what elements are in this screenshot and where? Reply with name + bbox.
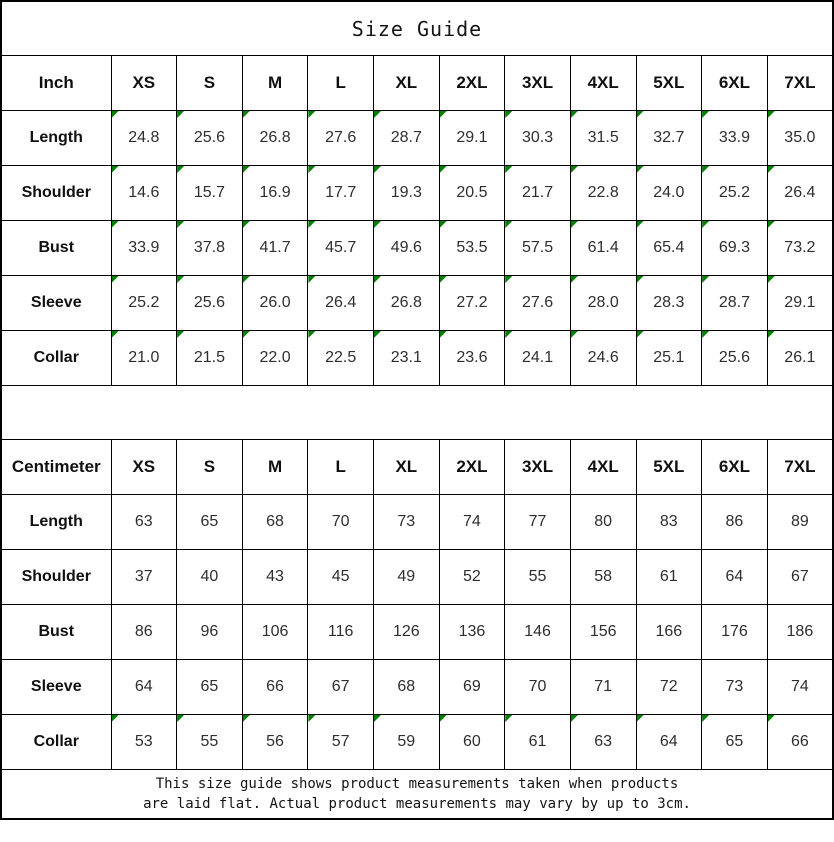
size-value-cell: 35.0 [767, 111, 833, 166]
table-row [1, 550, 833, 605]
row-label: Bust [1, 221, 111, 276]
size-value-cell: 66 [767, 715, 833, 770]
size-value-cell: 59 [374, 715, 440, 770]
size-value-cell: 72 [636, 660, 702, 715]
size-value-cell: 27.2 [439, 276, 505, 331]
footer-note [1, 770, 833, 820]
comment-marker-icon [571, 221, 578, 228]
comment-marker-icon [112, 221, 119, 228]
comment-marker-icon [177, 331, 184, 338]
footer-section [1, 770, 833, 820]
row-label: Shoulder [1, 550, 111, 605]
comment-marker-icon [702, 715, 709, 722]
size-value-cell: 33.9 [111, 221, 177, 276]
size-value-cell: 25.1 [636, 331, 702, 386]
size-value-cell: 57 [308, 715, 374, 770]
size-value-cell: 58 [570, 550, 636, 605]
size-value-cell: 60 [439, 715, 505, 770]
size-value-cell: 61 [636, 550, 702, 605]
comment-marker-icon [637, 276, 644, 283]
size-value-cell: 24.1 [505, 331, 571, 386]
title-row [1, 1, 833, 56]
comment-marker-icon [243, 166, 250, 173]
size-value-cell: 17.7 [308, 166, 374, 221]
comment-marker-icon [440, 715, 447, 722]
size-value-cell: 68 [242, 495, 308, 550]
comment-marker-icon [374, 715, 381, 722]
row-label: Length [1, 495, 111, 550]
comment-marker-icon [112, 166, 119, 173]
size-value-cell: 74 [767, 660, 833, 715]
comment-marker-icon [768, 276, 775, 283]
size-value-cell: 26.8 [374, 276, 440, 331]
comment-marker-icon [637, 715, 644, 722]
centimeter-table-body [1, 440, 833, 770]
size-value-cell: 21.0 [111, 331, 177, 386]
comment-marker-icon [112, 331, 119, 338]
size-value-cell: 65 [177, 660, 243, 715]
size-value-cell: 28.3 [636, 276, 702, 331]
size-header: M [242, 56, 308, 111]
size-value-cell: 25.2 [702, 166, 768, 221]
comment-marker-icon [243, 715, 250, 722]
table-row [1, 495, 833, 550]
row-label: Bust [1, 605, 111, 660]
row-label: Collar [1, 715, 111, 770]
size-header-row [1, 440, 833, 495]
size-header: 3XL [505, 440, 571, 495]
size-value-cell: 56 [242, 715, 308, 770]
size-value-cell: 27.6 [505, 276, 571, 331]
size-value-cell: 26.4 [767, 166, 833, 221]
size-value-cell: 65 [177, 495, 243, 550]
comment-marker-icon [768, 166, 775, 173]
size-value-cell: 32.7 [636, 111, 702, 166]
size-value-cell: 29.1 [767, 276, 833, 331]
size-header: M [242, 440, 308, 495]
comment-marker-icon [571, 166, 578, 173]
size-value-cell: 16.9 [242, 166, 308, 221]
size-value-cell: 49.6 [374, 221, 440, 276]
size-value-cell: 146 [505, 605, 571, 660]
size-value-cell: 25.2 [111, 276, 177, 331]
comment-marker-icon [505, 331, 512, 338]
size-header: S [177, 440, 243, 495]
size-value-cell: 15.7 [177, 166, 243, 221]
comment-marker-icon [571, 111, 578, 118]
comment-marker-icon [112, 111, 119, 118]
size-value-cell: 45 [308, 550, 374, 605]
size-value-cell: 106 [242, 605, 308, 660]
table-row [1, 166, 833, 221]
size-value-cell: 186 [767, 605, 833, 660]
size-value-cell: 28.7 [374, 111, 440, 166]
comment-marker-icon [243, 276, 250, 283]
size-value-cell: 43 [242, 550, 308, 605]
size-value-cell: 25.6 [702, 331, 768, 386]
size-header: 4XL [570, 440, 636, 495]
spacer-row [1, 386, 833, 440]
size-value-cell: 24.6 [570, 331, 636, 386]
footer-row [1, 770, 833, 820]
comment-marker-icon [243, 111, 250, 118]
footer-line-2: are laid flat. Actual product measurements may vary by up to 3cm. [143, 796, 691, 812]
size-value-cell: 33.9 [702, 111, 768, 166]
size-value-cell: 116 [308, 605, 374, 660]
size-value-cell: 49 [374, 550, 440, 605]
comment-marker-icon [112, 276, 119, 283]
size-value-cell: 65 [702, 715, 768, 770]
comment-marker-icon [440, 331, 447, 338]
size-value-cell: 55 [177, 715, 243, 770]
table-row [1, 221, 833, 276]
comment-marker-icon [505, 111, 512, 118]
comment-marker-icon [112, 715, 119, 722]
size-value-cell: 67 [767, 550, 833, 605]
comment-marker-icon [374, 331, 381, 338]
size-header: 2XL [439, 440, 505, 495]
size-header: 5XL [636, 440, 702, 495]
comment-marker-icon [702, 221, 709, 228]
size-value-cell: 63 [111, 495, 177, 550]
comment-marker-icon [637, 111, 644, 118]
size-value-cell: 23.1 [374, 331, 440, 386]
comment-marker-icon [177, 166, 184, 173]
size-value-cell: 40 [177, 550, 243, 605]
size-header-row [1, 56, 833, 111]
comment-marker-icon [505, 276, 512, 283]
size-header: 5XL [636, 56, 702, 111]
comment-marker-icon [768, 715, 775, 722]
inch-table-body [1, 56, 833, 386]
spacer-section [1, 386, 833, 440]
size-value-cell: 19.3 [374, 166, 440, 221]
size-value-cell: 23.6 [439, 331, 505, 386]
row-label: Length [1, 111, 111, 166]
size-value-cell: 53 [111, 715, 177, 770]
size-value-cell: 21.5 [177, 331, 243, 386]
comment-marker-icon [768, 111, 775, 118]
size-value-cell: 63 [570, 715, 636, 770]
size-value-cell: 30.3 [505, 111, 571, 166]
comment-marker-icon [505, 166, 512, 173]
size-value-cell: 57.5 [505, 221, 571, 276]
comment-marker-icon [768, 331, 775, 338]
comment-marker-icon [637, 221, 644, 228]
size-header: 6XL [702, 440, 768, 495]
size-value-cell: 37.8 [177, 221, 243, 276]
size-value-cell: 71 [570, 660, 636, 715]
comment-marker-icon [440, 111, 447, 118]
size-value-cell: 41.7 [242, 221, 308, 276]
size-value-cell: 61.4 [570, 221, 636, 276]
comment-marker-icon [177, 276, 184, 283]
comment-marker-icon [637, 331, 644, 338]
comment-marker-icon [374, 111, 381, 118]
page-title: Size Guide [1, 1, 833, 56]
size-value-cell: 45.7 [308, 221, 374, 276]
size-value-cell: 68 [374, 660, 440, 715]
comment-marker-icon [505, 221, 512, 228]
size-header: XS [111, 56, 177, 111]
size-value-cell: 89 [767, 495, 833, 550]
size-value-cell: 64 [636, 715, 702, 770]
comment-marker-icon [243, 221, 250, 228]
table-row [1, 660, 833, 715]
size-value-cell: 156 [570, 605, 636, 660]
comment-marker-icon [177, 715, 184, 722]
comment-marker-icon [768, 221, 775, 228]
comment-marker-icon [571, 331, 578, 338]
row-label: Sleeve [1, 660, 111, 715]
table-row [1, 276, 833, 331]
comment-marker-icon [177, 111, 184, 118]
size-header: XS [111, 440, 177, 495]
size-value-cell: 29.1 [439, 111, 505, 166]
size-header: L [308, 440, 374, 495]
size-value-cell: 37 [111, 550, 177, 605]
size-header: L [308, 56, 374, 111]
size-header: 7XL [767, 56, 833, 111]
comment-marker-icon [440, 221, 447, 228]
size-value-cell: 28.0 [570, 276, 636, 331]
table-row [1, 331, 833, 386]
size-value-cell: 65.4 [636, 221, 702, 276]
size-value-cell: 83 [636, 495, 702, 550]
size-value-cell: 166 [636, 605, 702, 660]
comment-marker-icon [308, 276, 315, 283]
size-value-cell: 96 [177, 605, 243, 660]
size-value-cell: 27.6 [308, 111, 374, 166]
size-value-cell: 66 [242, 660, 308, 715]
comment-marker-icon [571, 276, 578, 283]
size-value-cell: 52 [439, 550, 505, 605]
size-header: XL [374, 440, 440, 495]
size-header: 3XL [505, 56, 571, 111]
unit-header-inch: Inch [1, 56, 111, 111]
size-value-cell: 70 [505, 660, 571, 715]
comment-marker-icon [308, 715, 315, 722]
comment-marker-icon [374, 166, 381, 173]
comment-marker-icon [505, 715, 512, 722]
table-row [1, 715, 833, 770]
size-header: 4XL [570, 56, 636, 111]
comment-marker-icon [702, 166, 709, 173]
size-value-cell: 26.4 [308, 276, 374, 331]
size-value-cell: 176 [702, 605, 768, 660]
size-value-cell: 25.6 [177, 111, 243, 166]
size-value-cell: 53.5 [439, 221, 505, 276]
comment-marker-icon [308, 331, 315, 338]
comment-marker-icon [440, 276, 447, 283]
comment-marker-icon [308, 166, 315, 173]
comment-marker-icon [308, 221, 315, 228]
size-value-cell: 26.8 [242, 111, 308, 166]
size-header: 6XL [702, 56, 768, 111]
size-value-cell: 74 [439, 495, 505, 550]
comment-marker-icon [440, 166, 447, 173]
comment-marker-icon [374, 221, 381, 228]
size-value-cell: 31.5 [570, 111, 636, 166]
comment-marker-icon [571, 715, 578, 722]
size-header: S [177, 56, 243, 111]
comment-marker-icon [702, 111, 709, 118]
comment-marker-icon [308, 111, 315, 118]
size-value-cell: 70 [308, 495, 374, 550]
row-label: Sleeve [1, 276, 111, 331]
size-value-cell: 126 [374, 605, 440, 660]
title-section [1, 1, 833, 56]
table-row [1, 605, 833, 660]
size-value-cell: 80 [570, 495, 636, 550]
size-value-cell: 26.0 [242, 276, 308, 331]
comment-marker-icon [702, 276, 709, 283]
size-value-cell: 64 [111, 660, 177, 715]
size-value-cell: 64 [702, 550, 768, 605]
comment-marker-icon [702, 331, 709, 338]
spacer-cell [1, 386, 833, 440]
size-value-cell: 136 [439, 605, 505, 660]
size-value-cell: 86 [111, 605, 177, 660]
size-value-cell: 69.3 [702, 221, 768, 276]
size-value-cell: 73 [374, 495, 440, 550]
size-value-cell: 61 [505, 715, 571, 770]
size-value-cell: 25.6 [177, 276, 243, 331]
size-value-cell: 22.5 [308, 331, 374, 386]
size-header: XL [374, 56, 440, 111]
size-value-cell: 22.0 [242, 331, 308, 386]
row-label: Collar [1, 331, 111, 386]
size-value-cell: 73 [702, 660, 768, 715]
footer-line-1: This size guide shows product measurements taken when products [155, 776, 679, 792]
size-value-cell: 26.1 [767, 331, 833, 386]
row-label: Shoulder [1, 166, 111, 221]
size-header: 7XL [767, 440, 833, 495]
size-header: 2XL [439, 56, 505, 111]
size-value-cell: 22.8 [570, 166, 636, 221]
size-value-cell: 20.5 [439, 166, 505, 221]
table-row [1, 111, 833, 166]
size-value-cell: 69 [439, 660, 505, 715]
size-value-cell: 24.0 [636, 166, 702, 221]
size-value-cell: 86 [702, 495, 768, 550]
unit-header-centimeter: Centimeter [1, 440, 111, 495]
size-value-cell: 55 [505, 550, 571, 605]
size-value-cell: 67 [308, 660, 374, 715]
comment-marker-icon [374, 276, 381, 283]
comment-marker-icon [243, 331, 250, 338]
size-value-cell: 14.6 [111, 166, 177, 221]
size-value-cell: 73.2 [767, 221, 833, 276]
comment-marker-icon [177, 221, 184, 228]
comment-marker-icon [637, 166, 644, 173]
size-value-cell: 24.8 [111, 111, 177, 166]
size-value-cell: 21.7 [505, 166, 571, 221]
size-value-cell: 28.7 [702, 276, 768, 331]
size-value-cell: 77 [505, 495, 571, 550]
